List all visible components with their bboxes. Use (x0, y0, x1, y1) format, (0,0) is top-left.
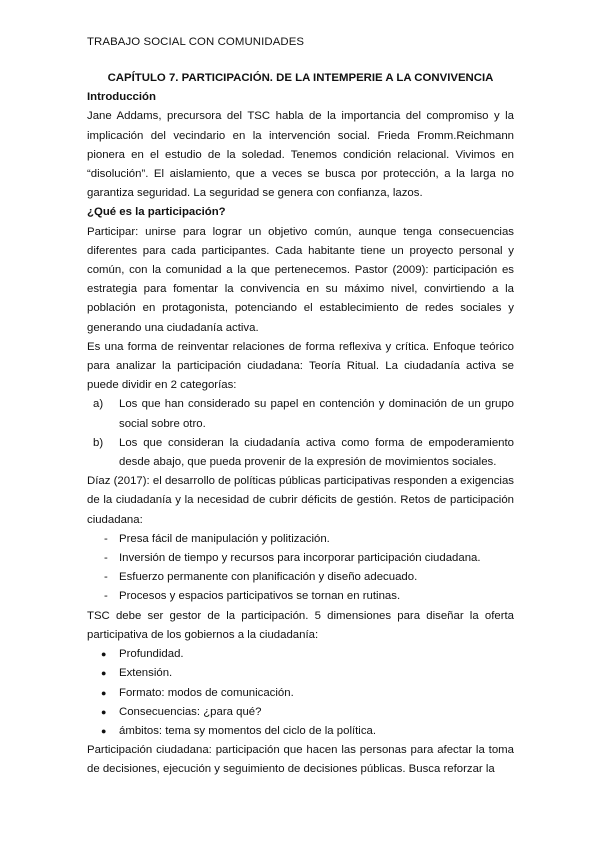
list-marker: b) (93, 436, 104, 449)
list-item (87, 568, 514, 587)
chapter-title: CAPÍTULO 7. PARTICIPACIÓN. DE LA INTEMPERIE A LA CONVIVENCIA (107, 72, 494, 84)
list-item (87, 684, 514, 703)
dimensions-list (87, 645, 514, 741)
list-item (87, 645, 514, 664)
paragraph-participacion-ciudadana: Participación ciudadana: participación que hacen las personas para afectar la toma de decisiones, ejecución y seguimiento de decisiones públicas. Busca reforzar la (87, 744, 514, 776)
paragraph-diaz: Díaz (2017): el desarrollo de políticas públicas participativas responden a exigencias de la ciudadanía y la necesidad de cubrir déficits de gestión. Retos de participación ciudadana: (87, 475, 514, 526)
paragraph-participar: Participar: unirse para lograr un objetivo común, aunque tenga consecuencias diferentes para cada participantes. Cada habitante tiene un proyecto personal y común, con la comunidad a la que pertenecemos. Pastor (2009): participación es estrategia para fomentar la convivencia en su máximo nivel, convirtiendo a la población en protagonista, potenciando el establecimiento de redes sociales y generando una ciudadanía activa. (87, 225, 514, 334)
bullet-marker: ● (101, 706, 107, 717)
list-item (87, 549, 514, 568)
bullet-marker: ● (101, 725, 107, 736)
intro-paragraph: Jane Addams, precursora del TSC habla de la importancia del compromiso y la implicación del vecindario en la intervención social. Frieda Fromm.Reichmann pionera en el estudio de la soledad. Tenemos condición relacional. Vivimos en “disolución”. El aislamiento, que a veces se busca por protección, a la larga no garantiza seguridad. La seguridad se genera con confianza, lazos. (87, 110, 514, 200)
list-item (87, 395, 514, 433)
list-item (87, 722, 514, 741)
list-item (87, 703, 514, 722)
dash-marker: - (104, 571, 108, 584)
dash-marker: - (104, 532, 108, 545)
list-item (87, 434, 514, 472)
participation-heading: ¿Qué es la participación? (87, 206, 226, 219)
paragraph-reinventar: Es una forma de reinventar relaciones de forma reflexiva y crítica. Enfoque teórico para analizar la participación ciudadana: Teoría Ritual. La ciudadanía activa se puede dividir en 2 categorías: (87, 340, 514, 392)
list-item-text: Esfuerzo permanente con planificación y diseño adecuado. (119, 571, 418, 584)
list-item (87, 664, 514, 683)
list-item-text: Los que consideran la ciudadanía activa como forma de empoderamiento desde abajo, que pueda provenir de la expresión de movimientos sociales. (119, 436, 514, 469)
list-item-text: Presa fácil de manipulación y politización. (119, 532, 330, 545)
list-item-text: Inversión de tiempo y recursos para incorporar participación ciudadana. (119, 552, 481, 565)
list-item (87, 530, 514, 549)
list-marker: a) (93, 398, 104, 411)
paragraph-tsc-gestor: TSC debe ser gestor de la participación. 5 dimensiones para diseñar la oferta participativa de los gobiernos a la ciudadanía: (87, 609, 514, 641)
bullet-marker: ● (101, 668, 107, 679)
list-item-text: Profundidad. (119, 648, 184, 661)
list-item-text: Consecuencias: ¿para qué? (119, 705, 262, 718)
bullet-marker: ● (101, 649, 107, 660)
list-item-text: Formato: modos de comunicación. (119, 686, 294, 699)
citizenship-categories-list (87, 395, 514, 472)
list-item-text: Extensión. (119, 667, 173, 680)
document-body (87, 69, 514, 780)
list-item-text: ámbitos: tema sy momentos del ciclo de la política. (119, 724, 377, 737)
list-item (87, 587, 514, 606)
list-item-text: Procesos y espacios participativos se tornan en rutinas. (119, 590, 401, 603)
dash-marker: - (104, 552, 108, 565)
running-header: TRABAJO SOCIAL CON COMUNIDADES (87, 36, 305, 48)
dash-marker: - (104, 590, 108, 603)
list-item-text: Los que han considerado su papel en contención y dominación de un grupo social sobre otro. (119, 398, 514, 430)
intro-heading: Introducción (87, 91, 156, 104)
bullet-marker: ● (101, 687, 107, 698)
challenges-list (87, 530, 514, 607)
